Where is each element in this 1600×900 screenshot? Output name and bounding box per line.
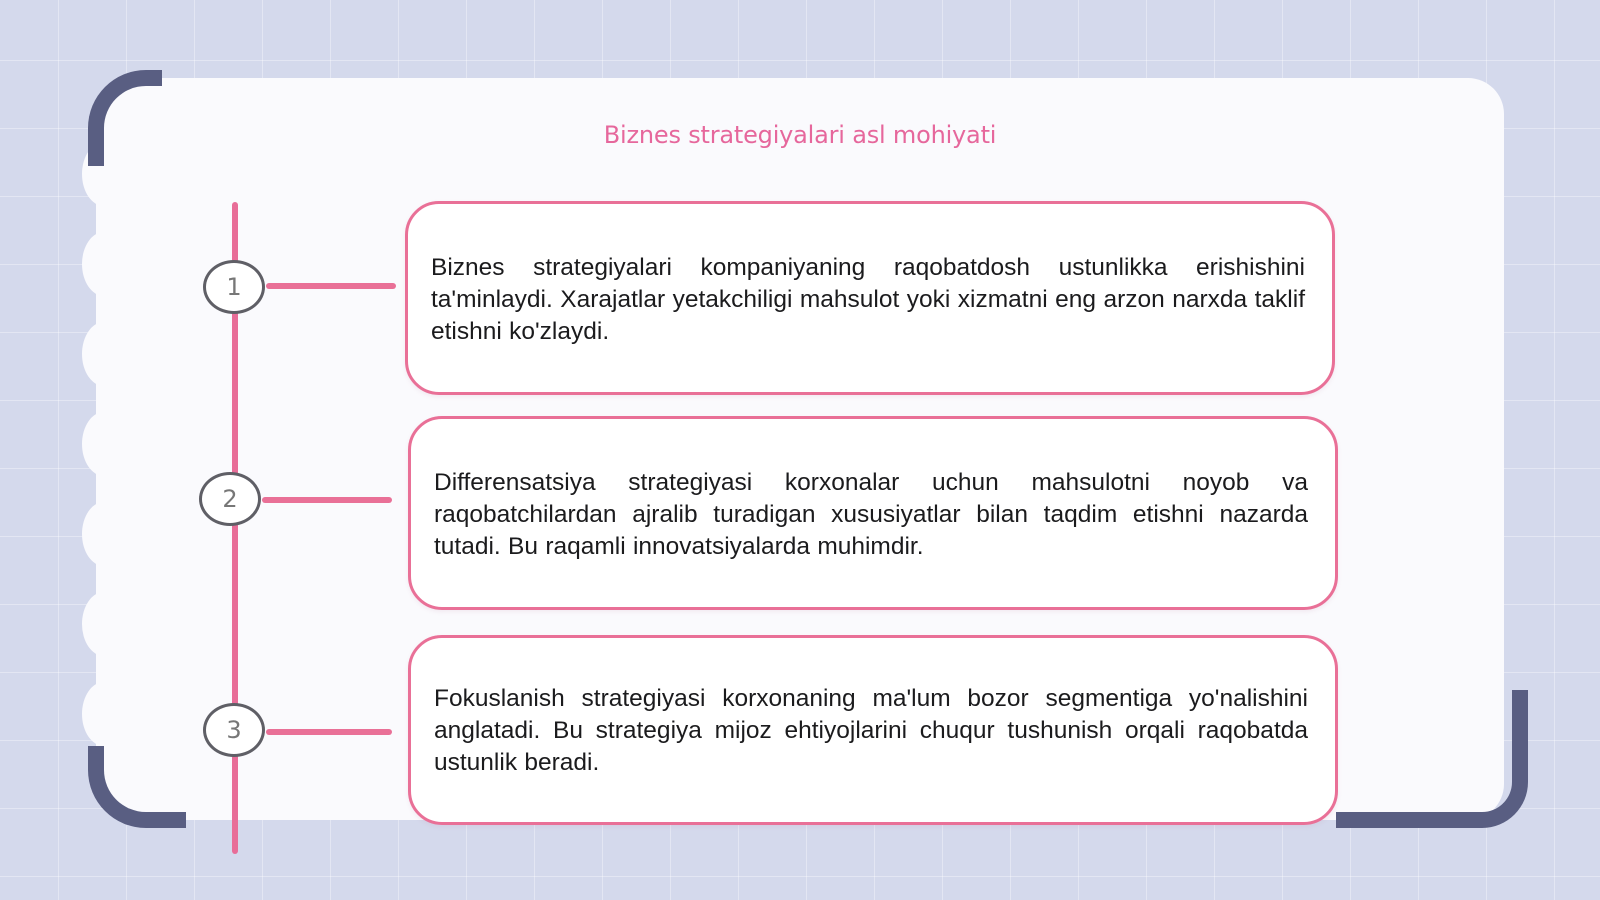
timeline-connector xyxy=(266,283,396,289)
paper-scallop xyxy=(82,682,126,746)
step-number-badge: 2 xyxy=(199,472,261,526)
corner-bracket-top-left xyxy=(88,70,162,166)
slide-title: Biznes strategiyalari asl mohiyati xyxy=(603,121,997,149)
step-card-text: Fokuslanish strategiyasi korxonaning ma'lum bozor segmentiga yo'nalishini anglatadi. Bu strategiya mijoz ehtiyojlarini chuqur tushunish orqali raqobatda ustunlik beradi. xyxy=(434,685,1308,776)
step-number-badge: 3 xyxy=(203,703,265,757)
timeline-connector xyxy=(266,729,392,735)
paper-scallop xyxy=(82,502,126,566)
corner-bracket-bottom-left xyxy=(88,746,186,828)
paper-scallop xyxy=(82,232,126,296)
step-card-text: Biznes strategiyalari kompaniyaning raqobatdosh ustunlikka erishishini ta'minlaydi. Xarajatlar yetakchiligi mahsulot yoki xizmatni eng arzon narxda taklif etishni ko'zlaydi. xyxy=(431,254,1305,345)
corner-bracket-bottom-right xyxy=(1336,690,1528,828)
paper-scallop xyxy=(82,412,126,476)
paper-scallop xyxy=(82,322,126,386)
step-number-badge: 1 xyxy=(203,260,265,314)
step-card-text: Differensatsiya strategiyasi korxonalar uchun mahsulotni noyob va raqobatchilardan ajralib turadigan xususiyatlar bilan taqdim etishni nazarda tutadi. Bu raqamli innovatsiyalarda muhimdir. xyxy=(434,469,1308,560)
paper-scallop xyxy=(82,592,126,656)
timeline-connector xyxy=(262,497,392,503)
